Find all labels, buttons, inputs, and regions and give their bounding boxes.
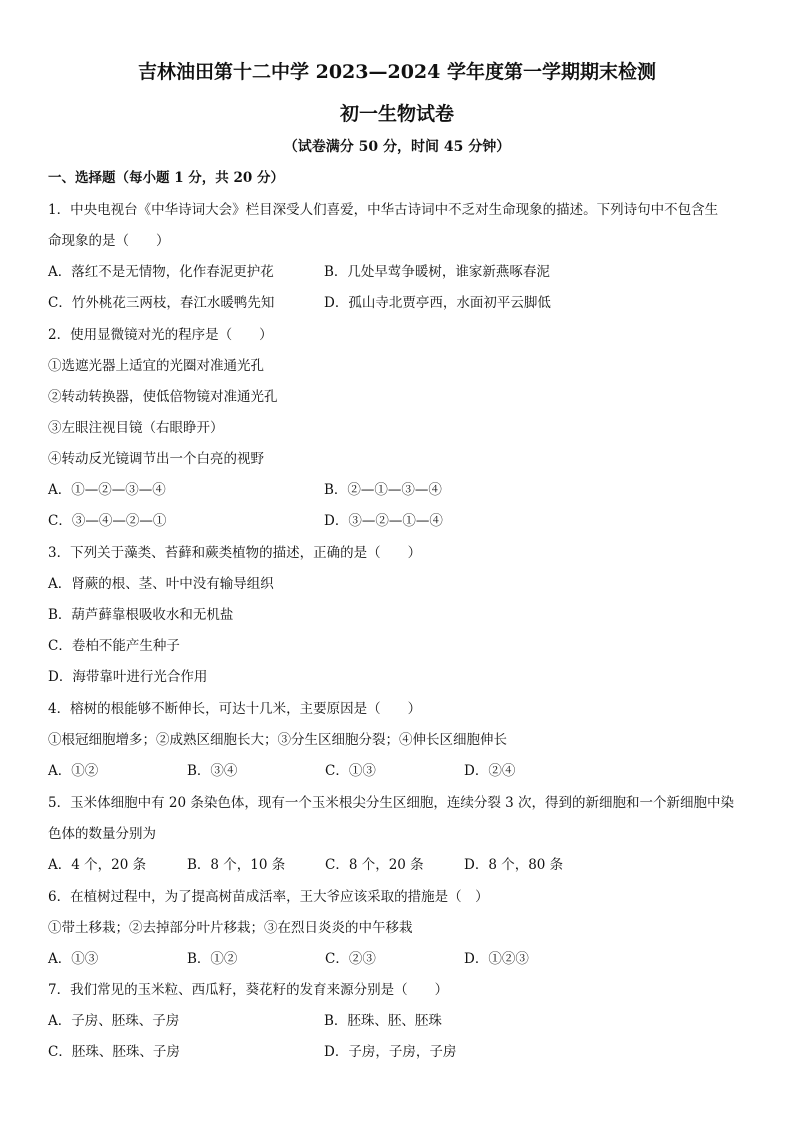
q1-option-c: C．竹外桃花三两枝，春江水暖鸭先知 — [48, 295, 275, 311]
q3-option-c: C．卷柏不能产生种子 — [48, 638, 180, 654]
section-heading: 一、选择题（每小题 1 分，共 20 分） — [48, 170, 284, 186]
q7-option-b: B．胚珠、胚、胚珠 — [324, 1013, 442, 1029]
q4-option-a: A．①② — [48, 763, 99, 779]
q5-option-b: B．8 个，10 条 — [187, 857, 286, 873]
q5-stem-line2: 色体的数量分别为 — [48, 826, 156, 842]
exam-note: （试卷满分 50 分，时间 45 分钟） — [283, 139, 511, 155]
q5-option-d: D．8 个，80 条 — [464, 857, 564, 873]
q3-option-d: D．海带靠叶进行光合作用 — [48, 669, 208, 685]
q7-option-c: C．胚珠、胚珠、子房 — [48, 1044, 180, 1060]
q7-stem: 7．我们常见的玉米粒、西瓜籽，葵花籽的发育来源分别是（ ） — [48, 982, 449, 998]
q6-statements: ①带土移栽；②去掉部分叶片移栽；③在烈日炎炎的中午移栽 — [48, 920, 413, 936]
q5-option-a: A．4 个，20 条 — [48, 857, 147, 873]
q1-stem-line1: 1．中央电视台《中华诗词大会》栏目深受人们喜爱，中华古诗词中不乏对生命现象的描述。下列诗句中不包含生 — [48, 202, 719, 218]
q2-option-a: A．①—②—③—④ — [48, 482, 166, 498]
q6-stem: 6．在植树过程中，为了提高树苗成活率，王大爷应该采取的措施是（ ） — [48, 889, 489, 905]
q6-option-d: D．①②③ — [464, 951, 529, 967]
q1-option-b: B．几处早莺争暖树，谁家新燕啄春泥 — [324, 264, 550, 280]
q4-option-c: C．①③ — [325, 763, 376, 779]
q2-step-2: ②转动转换器，使低倍物镜对准通光孔 — [48, 389, 278, 405]
q3-option-b: B．葫芦藓靠根吸收水和无机盐 — [48, 607, 234, 623]
exam-title: 吉林油田第十二中学 2023—2024 学年度第一学期期末检测 — [138, 61, 656, 83]
q5-stem-line1: 5．玉米体细胞中有 20 条染色体，现有一个玉米根尖分生区细胞，连续分裂 3 次，得到的新细胞和一个新细胞中染 — [48, 795, 735, 811]
q6-option-a: A．①③ — [48, 951, 99, 967]
exam-subtitle: 初一生物试卷 — [339, 103, 454, 125]
q2-step-3: ③左眼注视目镜（右眼睁开） — [48, 420, 224, 436]
q2-step-4: ④转动反光镜调节出一个白亮的视野 — [48, 451, 264, 467]
q2-stem: 2．使用显微镜对光的程序是（ ） — [48, 327, 273, 343]
q2-option-b: B．②—①—③—④ — [324, 482, 442, 498]
q1-option-d: D．孤山寺北贾亭西，水面初平云脚低 — [324, 295, 551, 311]
q2-step-1: ①选遮光器上适宜的光圈对准通光孔 — [48, 358, 264, 374]
q4-option-d: D．②④ — [464, 763, 516, 779]
q3-stem: 3．下列关于藻类、苔藓和蕨类植物的描述，正确的是（ ） — [48, 545, 422, 561]
q1-stem-line2: 命现象的是（ ） — [48, 233, 170, 249]
q7-option-a: A．子房、胚珠、子房 — [48, 1013, 180, 1029]
q1-option-a: A．落红不是无情物，化作春泥更护花 — [48, 264, 274, 280]
q6-option-b: B．①② — [187, 951, 238, 967]
q3-option-a: A．肾蕨的根、茎、叶中没有输导组织 — [48, 576, 274, 592]
q4-option-b: B．③④ — [187, 763, 238, 779]
q4-stem: 4．榕树的根能够不断伸长，可达十几米，主要原因是（ ） — [48, 701, 422, 717]
q5-option-c: C．8 个，20 条 — [325, 857, 424, 873]
q2-option-c: C．③—④—②—① — [48, 513, 167, 529]
q6-option-c: C．②③ — [325, 951, 376, 967]
q4-statements: ①根冠细胞增多；②成熟区细胞长大；③分生区细胞分裂；④伸长区细胞伸长 — [48, 732, 507, 748]
q2-option-d: D．③—②—①—④ — [324, 513, 443, 529]
q7-option-d: D．子房，子房，子房 — [324, 1044, 457, 1060]
